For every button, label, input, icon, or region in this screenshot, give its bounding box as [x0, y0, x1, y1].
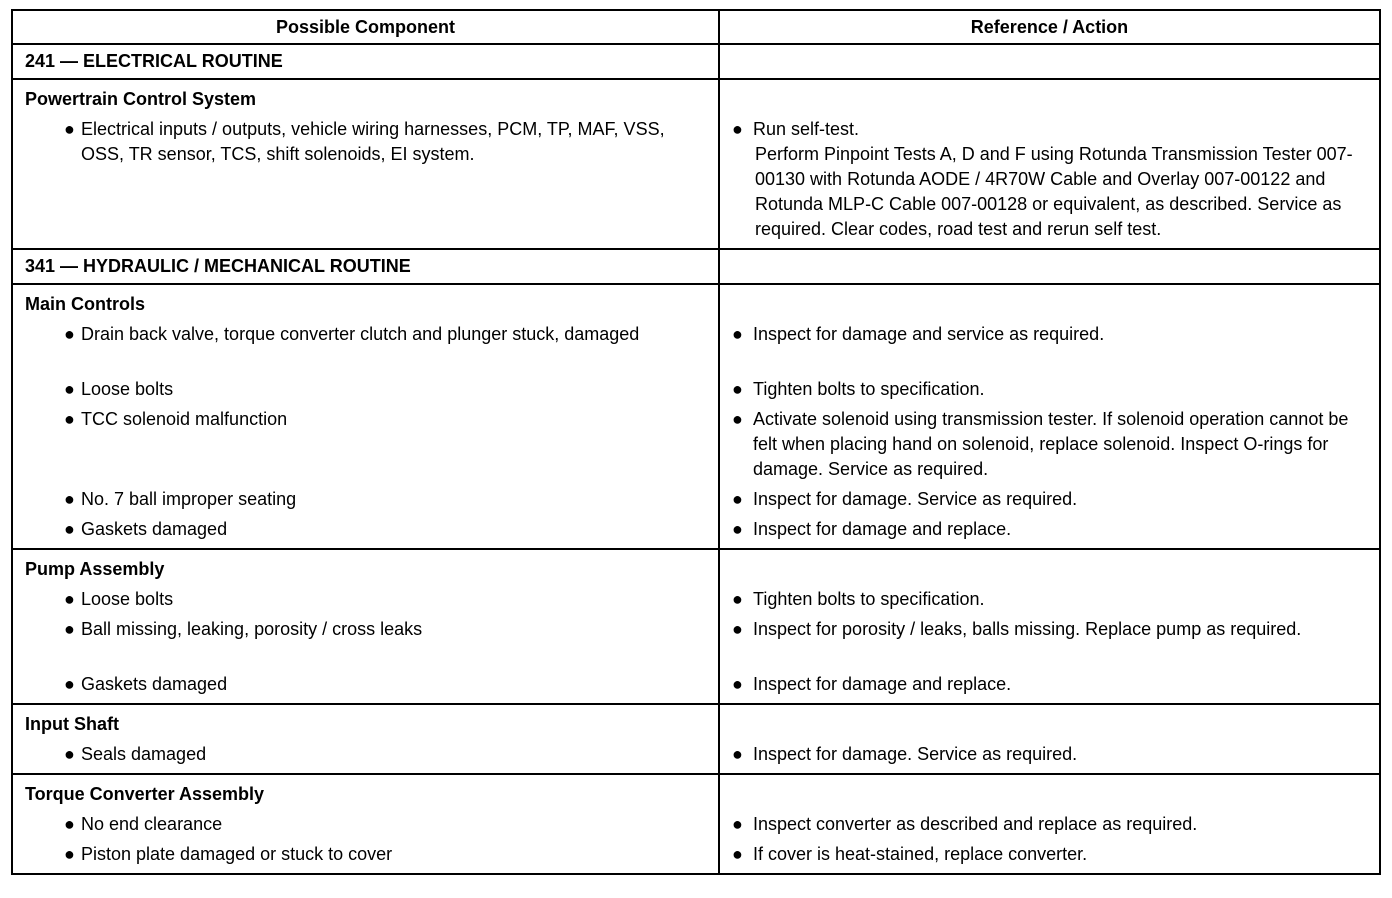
action-text: Tighten bolts to specification.: [753, 379, 985, 399]
list-item: [23, 812, 708, 837]
bullet-icon: ●: [732, 379, 743, 399]
list-item: [730, 587, 1369, 612]
list-item: [23, 517, 708, 542]
bullet-icon: ●: [64, 744, 75, 764]
bullet-icon: ●: [64, 814, 75, 834]
component-text: Drain back valve, torque converter clutch and plunger stuck, damaged: [81, 324, 640, 344]
section-title: 341 — HYDRAULIC / MECHANICAL ROUTINE: [12, 249, 719, 284]
bullet-icon: ●: [64, 619, 75, 639]
diagnostic-table: [11, 9, 1379, 885]
component-cell: [12, 774, 719, 874]
action-cell: [719, 774, 1380, 874]
header-row: [12, 10, 1380, 44]
bullet-icon: ●: [732, 844, 743, 864]
action-detail-text: Perform Pinpoint Tests A, D and F using Rotunda Transmission Tester 007-00130 with Rotunda AODE / 4R70W Cable and Overlay 007-00122 and Rotunda MLP-C Cable 007-00128 or equivalent, as described. Service as required. Clear codes, road test and rerun self test.: [755, 144, 1353, 239]
bullet-icon: ●: [64, 409, 75, 429]
list-item: [23, 842, 708, 867]
component-text: Gaskets damaged: [81, 519, 228, 539]
bullet-icon: ●: [64, 589, 75, 609]
action-text: Inspect for damage and service as required.: [753, 324, 1105, 344]
list-item: [730, 322, 1369, 372]
group-row-input-shaft: [12, 704, 1380, 774]
group-title: Input Shaft: [25, 714, 119, 734]
list-item: [23, 377, 708, 402]
component-cell: [12, 549, 719, 704]
action-cell: [719, 549, 1380, 704]
bullet-icon: ●: [732, 409, 743, 429]
list-item: [23, 742, 708, 767]
action-text: Run self-test.: [753, 119, 860, 139]
list-item: [730, 842, 1369, 867]
bullet-icon: ●: [732, 324, 743, 344]
group-row-torque-converter: [12, 774, 1380, 874]
action-text: Tighten bolts to specification.: [753, 589, 985, 609]
diagnostic-table-grid: [11, 9, 1381, 875]
list-item: [730, 517, 1369, 542]
list-item: [23, 672, 708, 697]
component-text: Electrical inputs / outputs, vehicle wiring harnesses, PCM, TP, MAF, VSS, OSS, TR sensor, TCS, shift solenoids, EI system.: [81, 119, 665, 164]
component-text: Piston plate damaged or stuck to cover: [81, 844, 393, 864]
list-item: [23, 487, 708, 512]
list-item: [23, 117, 708, 167]
action-text: Inspect for damage and replace.: [753, 519, 1012, 539]
bullet-icon: ●: [732, 589, 743, 609]
bullet-icon: ●: [64, 674, 75, 694]
group-row-powertrain: [12, 79, 1380, 249]
action-cell: [719, 284, 1380, 549]
bullet-icon: ●: [64, 379, 75, 399]
section-row-341: [12, 249, 1380, 284]
component-text: Loose bolts: [81, 379, 174, 399]
action-text: Inspect for damage. Service as required.: [753, 744, 1078, 764]
group-title: Torque Converter Assembly: [25, 784, 265, 804]
component-cell: [12, 79, 719, 249]
list-item: [730, 742, 1369, 767]
component-text: Ball missing, leaking, porosity / cross leaks: [81, 619, 423, 639]
list-item: [730, 617, 1369, 667]
group-title: Pump Assembly: [25, 559, 165, 579]
bullet-icon: ●: [732, 119, 743, 139]
list-item: [730, 672, 1369, 697]
action-cell: [719, 79, 1380, 249]
bullet-icon: ●: [732, 814, 743, 834]
action-text: Inspect for damage and replace.: [753, 674, 1012, 694]
list-item: [730, 812, 1369, 837]
component-text: TCC solenoid malfunction: [81, 409, 288, 429]
bullet-icon: ●: [64, 844, 75, 864]
section-row-241: [12, 44, 1380, 79]
list-item: [23, 322, 708, 372]
action-text: If cover is heat-stained, replace converter.: [753, 844, 1088, 864]
section-empty-cell: [719, 249, 1380, 284]
list-item: [23, 587, 708, 612]
component-text: No end clearance: [81, 814, 223, 834]
bullet-icon: ●: [732, 744, 743, 764]
bullet-icon: ●: [64, 119, 75, 139]
header-reference-action: Reference / Action: [719, 10, 1380, 44]
bullet-icon: ●: [64, 519, 75, 539]
list-item: [730, 407, 1369, 482]
bullet-icon: ●: [64, 324, 75, 344]
group-title: Powertrain Control System: [25, 89, 257, 109]
list-item: [23, 407, 708, 482]
list-item: [730, 377, 1369, 402]
group-row-pump-assembly: [12, 549, 1380, 704]
list-item: [730, 117, 1369, 142]
header-possible-component: Possible Component: [12, 10, 719, 44]
group-row-main-controls: [12, 284, 1380, 549]
list-item: [23, 617, 708, 667]
list-item: [730, 487, 1369, 512]
component-cell: [12, 704, 719, 774]
section-title: 241 — ELECTRICAL ROUTINE: [12, 44, 719, 79]
component-text: Loose bolts: [81, 589, 174, 609]
action-cell: [719, 704, 1380, 774]
component-text: Gaskets damaged: [81, 674, 228, 694]
action-text: Inspect converter as described and replace as required.: [753, 814, 1198, 834]
component-text: Seals damaged: [81, 744, 207, 764]
bullet-icon: ●: [732, 674, 743, 694]
bullet-icon: ●: [732, 619, 743, 639]
bullet-icon: ●: [732, 489, 743, 509]
section-empty-cell: [719, 44, 1380, 79]
action-text: Inspect for porosity / leaks, balls missing. Replace pump as required.: [753, 619, 1302, 639]
bullet-icon: ●: [732, 519, 743, 539]
bullet-icon: ●: [64, 489, 75, 509]
action-text: Activate solenoid using transmission tester. If solenoid operation cannot be felt when placing hand on solenoid, replace solenoid. Inspect O-rings for damage. Service as required.: [753, 409, 1349, 479]
component-text: No. 7 ball improper seating: [81, 489, 297, 509]
component-cell: [12, 284, 719, 549]
group-title: Main Controls: [25, 294, 145, 314]
action-text: Inspect for damage. Service as required.: [753, 489, 1078, 509]
